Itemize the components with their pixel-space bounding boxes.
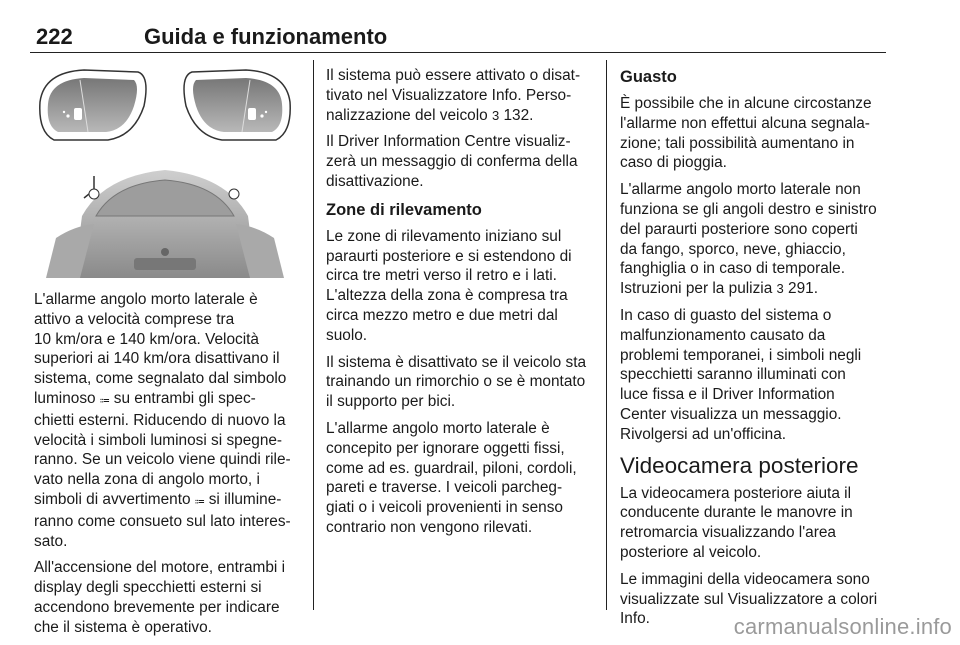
column-divider: [606, 60, 607, 610]
column-divider: [313, 60, 314, 610]
paragraph: La videocamera posteriore aiuta il conducente durante le manovre in retromarcia visualizzando l'area posteriore al veicolo.: [620, 484, 853, 561]
subsection-heading: Guasto: [620, 68, 677, 86]
paragraph: Il Driver Information Centre visualiz- zerà un messaggio di conferma della disattivazione.: [326, 133, 578, 190]
column-1: [34, 290, 306, 645]
column-2: [326, 66, 598, 545]
paragraph: In caso di guasto del sistema o malfunzionamento causato da problemi temporanei, i simboli negli specchietti saranno illuminati con luce fissa e il Driver Information Center visualizza un messaggio. Rivolgersi ad un'officina.: [620, 306, 862, 443]
paragraph: Il sistema può essere attivato o disat- tivato nel Visualizzatore Info. Perso- nalizzazione del veicolo 3 132.: [326, 67, 581, 124]
paragraph: Il sistema è disattivato se il veicolo sta trainando un rimorchio o se è montato il supporto per bici.: [326, 353, 587, 411]
paragraph: All'accensione del motore, entrambi i display degli specchietti esterni si accendono brevemente per indicare che il sistema è operativo.: [34, 559, 286, 636]
paragraph: L'allarme angolo morto laterale è attivo a velocità comprese tra 10 km/ora e 140 km/ora. Velocità superiori ai 140 km/ora disattivano il sistema, come segnalato dal simbolo luminoso ⩴ su entrambi gli spec- chietti esterni. Riducendo di nuovo la velocità i simboli luminosi si spegne- ranno. Se un veicolo viene quindi rile- vato nella zona di angolo morto, i simboli di avvertimento ⩴ si illumine- ranno come consueto sul lato interes- sato.: [34, 291, 291, 550]
section-title: Guida e funzionamento: [144, 24, 388, 49]
blind-spot-mirror-illustration: [34, 66, 296, 278]
section-heading: Videocamera posteriore: [620, 452, 859, 478]
paragraph: È possibile che in alcune circostanze l'allarme non effettui alcuna segnala- zione; tali possibilità aumentano in caso di pioggia.: [620, 95, 872, 172]
column-3: [620, 66, 896, 636]
blind-spot-warning-icon: ⩴: [194, 494, 205, 507]
watermark: carmanualsonline.info: [733, 614, 952, 639]
blind-spot-warning-icon: ⩴: [99, 393, 110, 406]
page-number: 222: [36, 24, 73, 49]
paragraph: Le immagini della videocamera sono visualizzate sul Visualizzatore a colori Info.: [620, 570, 878, 628]
page-reference-arrow-icon: 3: [776, 281, 784, 297]
page-header: [30, 24, 886, 53]
subsection-heading: Zone di rilevamento: [326, 200, 482, 219]
paragraph: L'allarme angolo morto laterale non funziona se gli angoli destro e sinistro del paraurti posteriore sono coperti da fango, sporco, neve, ghiaccio, fanghiglia o in caso di temporale. Istruzioni per la pulizia 3 291.: [620, 181, 877, 298]
paragraph: L'allarme angolo morto laterale è concepito per ignorare oggetti fissi, come ad es. guardrail, piloni, cordoli, pareti e traverse. I veicoli parcheg- giati o i veicoli provenienti in senso contrario non vengono rilevati.: [326, 419, 577, 536]
page-reference-arrow-icon: 3: [491, 107, 500, 123]
paragraph: Le zone di rilevamento iniziano sul paraurti posteriore e si estendono di circa tre metri verso il retro e i lati. L'altezza della zona è compresa tra circa mezzo metro e due metri dal suolo.: [326, 227, 572, 344]
